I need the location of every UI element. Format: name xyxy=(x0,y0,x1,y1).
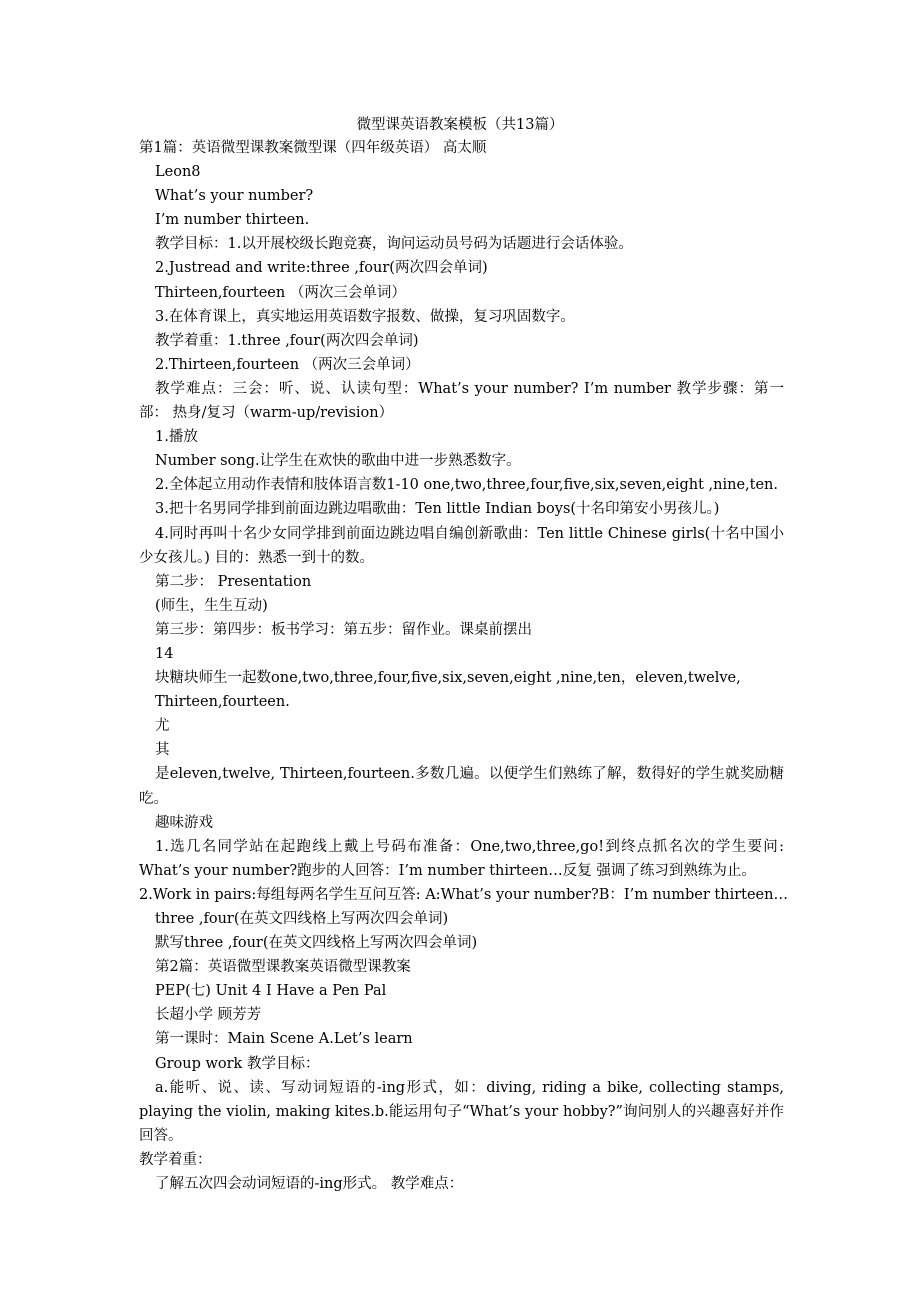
paragraph: I’m number thirteen. xyxy=(155,212,310,229)
paragraph: 块糖块师生一起数one,two,three,four,five,six,seven,eight ,nine,ten，eleven,twelve, xyxy=(155,670,741,687)
paragraph: 尤 xyxy=(155,718,170,735)
paragraph: 默写three ,four(在英文四线格上写两次四会单词) xyxy=(155,935,478,952)
paragraph: 其 xyxy=(155,742,170,759)
paragraph: 趣味游戏 xyxy=(155,814,213,831)
paragraph: 教学目标：1.以开展校级长跑竞赛，询问运动员号码为话题进行会话体验。 xyxy=(155,236,633,253)
paragraph: Thirteen,fourteen （两次三会单词） xyxy=(155,284,406,301)
paragraph: 长超小学 顾芳芳 xyxy=(155,1007,262,1024)
paragraph: 第2篇：英语微型课教案英语微型课教案 xyxy=(155,959,411,976)
paragraph: 2.全体起立用动作表情和肢体语言数1-10 one,two,three,four,five,six,seven,eight ,nine,ten. xyxy=(155,477,779,494)
paragraph: Group work 教学目标： xyxy=(155,1055,320,1072)
paragraph: 第1篇：英语微型课教案微型课（四年级英语） 高太顺 xyxy=(139,140,487,156)
paragraph: Thirteen,fourteen. xyxy=(155,694,290,711)
paragraph: What’s your number? xyxy=(155,188,314,205)
paragraph: PEP(七) Unit 4 I Have a Pen Pal xyxy=(155,983,387,1000)
paragraph: Number song.让学生在欢快的歌曲中进一步熟悉数字。 xyxy=(155,453,521,470)
paragraph: 第三步：第四步：板书学习：第五步：留作业。课桌前摆出 xyxy=(155,621,532,638)
paragraph: 是eleven,twelve, Thirteen,fourteen.多数几遍。以便学生们熟练了解，数得好的学生就奖励糖吃。 xyxy=(139,766,784,807)
paragraph: a.能听、说、读、写动词短语的-ing形式，如：diving, riding a bike, collecting stamps, playing the violin, making kites.b.能运用句子“What’s your hobby?”询问别人的兴趣喜好并作回答。 xyxy=(139,1079,784,1144)
paragraph: 教学难点：三会：听、说、认读句型：What’s your number? I’m number 教学步骤：第一部： 热身/复习（warm-up/revision） xyxy=(139,380,784,422)
paragraph: Leon8 xyxy=(155,164,201,181)
paragraph: (师生，生生互动) xyxy=(155,597,268,614)
paragraph: three ,four(在英文四线格上写两次四会单词) xyxy=(155,911,449,927)
paragraph: 教学着重：1.three ,four(两次四会单词) xyxy=(155,332,419,349)
paragraph: 3.把十名男同学排到前面边跳边唱歌曲：Ten little Indian boys(十名印第安小男孩儿。) xyxy=(155,501,720,518)
paragraph: 第二步： Presentation xyxy=(155,573,312,590)
document-body xyxy=(139,136,788,1196)
paragraph: 2.Justread and write:three ,four(两次四会单词) xyxy=(155,260,488,277)
paragraph: 第一课时：Main Scene A.Let’s learn xyxy=(155,1031,413,1048)
paragraph: 2.Thirteen,fourteen （两次三会单词） xyxy=(155,356,420,373)
paragraph: 教学着重： xyxy=(139,1151,212,1168)
paragraph: 了解五次四会动词短语的-ing形式。 教学难点： xyxy=(155,1176,464,1193)
paragraph: 2.Work in pairs:每组每两名学生互问互答: A:What’s your number?B：I’m number thirteen… xyxy=(139,886,788,903)
paragraph: 4.同时再叫十名少女同学排到前面边跳边唱自编创新歌曲：Ten little Chinese girls(十名中国小少女孩儿。) 目的：熟悉一到十的数。 xyxy=(139,525,784,566)
paragraph: 1.播放 xyxy=(155,429,198,446)
paragraph: 14 xyxy=(155,645,174,662)
document-title: 微型课英语教案模板（共13篇） xyxy=(356,117,564,133)
paragraph: 1.选几名同学站在起跑线上戴上号码布准备：One,two,three,go!到终点抓名次的学生要问: What’s your number?跑步的人回答：I’m number thirteen…反复 强调了练习到熟练为止。 xyxy=(139,838,784,879)
paragraph: 3.在体育课上，真实地运用英语数字报数、做操，复习巩固数字。 xyxy=(155,308,575,325)
